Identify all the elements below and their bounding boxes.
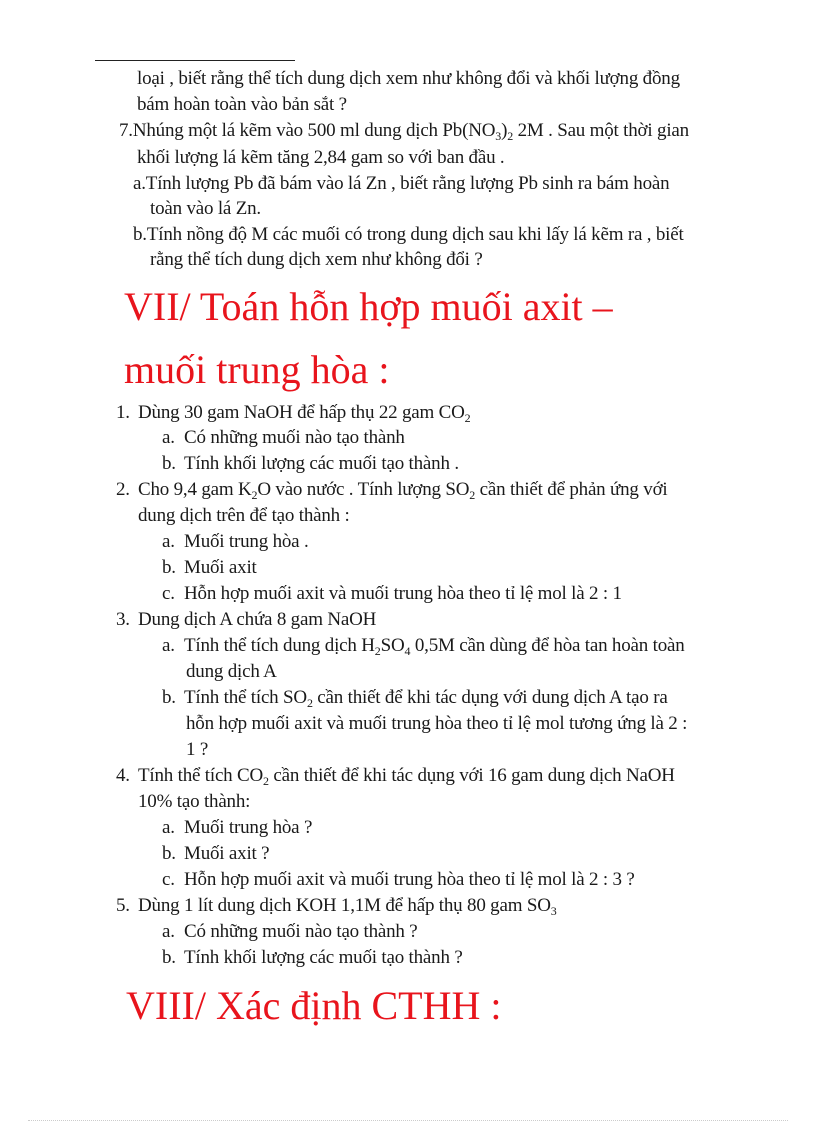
question-3b-line-2: hỗn hợp muối axit và muối trung hòa theo tỉ lệ mol tương ứng là 2 : (186, 713, 688, 734)
section-8-title: VIII/ Xác định CTHH : (126, 983, 502, 1028)
question-3b-line-3: 1 ? (186, 739, 209, 760)
question-4a: a. Muối trung hòa ? (162, 817, 313, 838)
question-5a: a. Có những muối nào tạo thành ? (162, 921, 418, 942)
problem-7a-line-1: a.Tính lượng Pb đã bám vào lá Zn , biết rằng lượng Pb sinh ra bám hoàn (133, 173, 670, 194)
problem-7b-line-1: b.Tính nồng độ M các muối có trong dung dịch sau khi lấy lá kẽm ra , biết (133, 224, 684, 245)
question-4b: b. Muối axit ? (162, 843, 270, 864)
question-1a: a. Có những muối nào tạo thành (162, 427, 405, 448)
question-5: 5. Dùng 1 lít dung dịch KOH 1,1M để hấp thụ 80 gam $SO_3$ (116, 895, 557, 918)
question-4c: c. Hỗn hợp muối axit và muối trung hòa theo tỉ lệ mol là 2 : 3 ? (162, 869, 635, 890)
problem-7a-line-2: toàn vào lá Zn. (150, 198, 261, 219)
question-5b: b. Tính khối lượng các muối tạo thành ? (162, 947, 463, 968)
question-2-line-1: 2. Cho 9,4 gam $K_2O$ vào nước . Tính lượng $SO_2$ cần thiết để phản ứng với (116, 479, 668, 502)
footnote-separator-line (95, 60, 295, 61)
continuation-line-2: bám hoàn toàn vào bản sắt ? (137, 94, 347, 115)
problem-7b-line-2: rằng thể tích dung dịch xem như không đổi ? (150, 249, 483, 270)
page-bottom-border (28, 1120, 788, 1121)
question-4-line-2: 10% tạo thành: (138, 791, 251, 812)
question-2c: c. Hỗn hợp muối axit và muối trung hòa theo tỉ lệ mol là 2 : 1 (162, 583, 622, 604)
question-2a: a. Muối trung hòa . (162, 531, 309, 552)
problem-7-line-2: khối lượng lá kẽm tăng 2,84 gam so với ban đầu . (137, 147, 505, 168)
question-2b: b. Muối axit (162, 557, 257, 578)
section-7-title-line-1: VII/ Toán hỗn hợp muối axit – (124, 284, 613, 329)
section-7-title-line-2: muối trung hòa : (124, 347, 390, 392)
continuation-line-1: loại , biết rằng thể tích dung dịch xem như không đổi và khối lượng đồng (137, 68, 680, 89)
question-2-line-2: dung dịch trên để tạo thành : (138, 505, 350, 526)
question-4-line-1: 4. Tính thể tích $CO_2$ cần thiết để khi tác dụng với 16 gam dung dịch NaOH (116, 765, 675, 788)
question-3a-line-2: dung dịch A (186, 661, 277, 682)
question-3a-line-1: a. Tính thể tích dung dịch $H_2SO_4$ 0,5M cần dùng để hòa tan hoàn toàn (162, 635, 685, 658)
question-1: 1. Dùng 30 gam NaOH để hấp thụ 22 gam $CO_2$ (116, 402, 471, 425)
question-3b-line-1: b. Tính thể tích $SO_2$ cần thiết để khi tác dụng với dung dịch A tạo ra (162, 687, 668, 710)
question-3: 3. Dung dịch A chứa 8 gam NaOH (116, 609, 377, 630)
problem-7-line-1: 7.Nhúng một lá kẽm vào 500 ml dung dịch $Pb(NO_3)_2$ 2M . Sau một thời gian (119, 120, 689, 143)
question-1b: b. Tính khối lượng các muối tạo thành . (162, 453, 459, 474)
